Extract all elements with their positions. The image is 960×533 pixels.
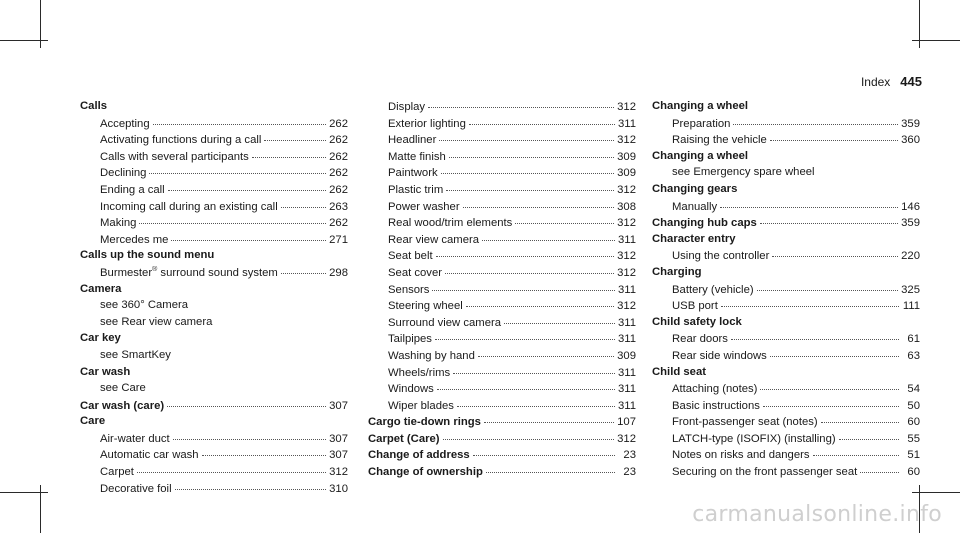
- page-ref: 54: [907, 383, 920, 396]
- page-ref: 325: [901, 283, 920, 296]
- page-ref: 61: [907, 333, 920, 346]
- index-subentry[interactable]: [368, 283, 636, 300]
- index-subentry[interactable]: [80, 349, 348, 366]
- page-ref: 23: [623, 449, 636, 462]
- page-ref: 307: [329, 399, 348, 412]
- entry-text: Raising the vehicle: [672, 134, 767, 147]
- entry-text: Carpet (Care): [368, 432, 440, 445]
- index-heading[interactable]: [80, 332, 348, 349]
- entry-text: Tailpipes: [388, 333, 432, 346]
- entry-text: Seat cover: [388, 266, 443, 279]
- entry-text: Real wood/trim elements: [388, 217, 513, 230]
- page-ref: 311: [617, 233, 636, 246]
- entry-text: Notes on risks and dangers: [672, 449, 810, 462]
- leader-dots: [167, 399, 326, 407]
- index-subentry[interactable]: [80, 299, 348, 316]
- entry-text: Preparation: [672, 117, 731, 130]
- index-subentry[interactable]: [652, 117, 920, 134]
- leader-dots: [813, 448, 899, 456]
- entry-text: Calls up the sound menu: [80, 249, 215, 262]
- page-ref: 311: [617, 366, 636, 379]
- index-heading[interactable]: [652, 183, 920, 200]
- index-subentry[interactable]: [368, 366, 636, 383]
- page-ref: 312: [617, 101, 636, 113]
- index-subentry[interactable]: [80, 216, 348, 233]
- leader-dots: [860, 465, 899, 473]
- page-ref: 312: [617, 432, 636, 445]
- leader-dots: [821, 415, 899, 423]
- index-column-1: [80, 100, 348, 498]
- page-ref: 360: [901, 134, 920, 147]
- index-subentry[interactable]: [80, 266, 348, 283]
- index-subentry[interactable]: [652, 448, 920, 465]
- index-heading[interactable]: [652, 150, 920, 167]
- entry-text: Character entry: [652, 232, 736, 245]
- index-subentry[interactable]: [80, 166, 348, 183]
- page-ref: 262: [329, 183, 348, 196]
- leader-dots: [484, 415, 614, 423]
- leader-dots: [153, 117, 327, 125]
- page-ref: 359: [901, 217, 920, 230]
- entry-text: Charging: [652, 265, 702, 278]
- index-subentry[interactable]: [80, 117, 348, 134]
- leader-dots: [733, 117, 898, 125]
- page-ref: 262: [329, 134, 348, 147]
- leader-dots: [457, 399, 615, 407]
- entry-text: Exterior lighting: [388, 117, 466, 130]
- entry-text: Burmester® surround sound system: [100, 266, 278, 279]
- entry-text: Changing a wheel: [652, 100, 749, 112]
- index-subentry[interactable]: [368, 166, 636, 183]
- entry-text: see 360° Camera: [100, 299, 189, 312]
- page-ref: 359: [901, 117, 920, 130]
- index-subentry[interactable]: [80, 382, 348, 399]
- entry-text: Child seat: [652, 365, 706, 378]
- page-header: [861, 74, 922, 89]
- entry-text: Calls: [80, 100, 108, 112]
- page-ref: 307: [329, 449, 348, 462]
- leader-dots: [839, 432, 899, 440]
- index-subentry[interactable]: [652, 133, 920, 150]
- entry-text: Securing on the front passenger seat: [672, 466, 858, 479]
- index-subentry[interactable]: [652, 249, 920, 266]
- entry-text: Change of address: [368, 449, 470, 462]
- page-ref: 23: [623, 466, 636, 479]
- entry-text: Windows: [388, 383, 434, 396]
- leader-dots: [463, 200, 615, 208]
- leader-dots: [731, 332, 899, 340]
- leader-dots: [473, 448, 615, 456]
- page-ref: 311: [617, 399, 636, 412]
- page-ref: 60: [907, 466, 920, 479]
- page-ref: 262: [329, 167, 348, 180]
- page-ref: 312: [617, 134, 636, 147]
- index-heading[interactable]: [652, 233, 920, 250]
- index-subentry[interactable]: [368, 150, 636, 167]
- index-subentry[interactable]: [652, 283, 920, 300]
- page-ref: 311: [617, 383, 636, 396]
- index-subentry[interactable]: [368, 349, 636, 366]
- entry-text: Changing gears: [652, 182, 738, 195]
- crop-mark: [0, 40, 48, 41]
- leader-dots: [168, 183, 326, 191]
- page-ref: 311: [617, 333, 636, 346]
- entry-text: Plastic trim: [388, 183, 444, 196]
- entry-text: Front-passenger seat (notes): [672, 416, 818, 429]
- page-ref: 312: [617, 217, 636, 230]
- page-ref: 107: [617, 416, 636, 429]
- entry-text: Car wash (care): [80, 399, 165, 412]
- leader-dots: [173, 432, 326, 440]
- page-ref: 271: [329, 233, 348, 246]
- leader-dots: [453, 366, 615, 374]
- page-ref: 55: [907, 432, 920, 445]
- page-ref: 262: [329, 217, 348, 230]
- entry-text: Headliner: [388, 134, 437, 147]
- index-column-3: [652, 100, 920, 482]
- index-subentry[interactable]: [368, 183, 636, 200]
- entry-text: Care: [80, 415, 106, 428]
- page-ref: 312: [617, 300, 636, 313]
- entry-text: Accepting: [100, 117, 150, 130]
- index-heading[interactable]: [652, 316, 920, 333]
- crop-mark: [0, 492, 48, 493]
- entry-text: Activating functions during a call: [100, 134, 262, 147]
- entry-text: Incoming call during an existing call: [100, 200, 278, 213]
- index-subentry[interactable]: [368, 117, 636, 134]
- page-ref: 262: [329, 117, 348, 130]
- entry-text: Washing by hand: [388, 349, 475, 362]
- leader-dots: [445, 266, 614, 274]
- index-subentry[interactable]: [652, 166, 920, 183]
- index-subentry[interactable]: [368, 249, 636, 266]
- index-column-2: [368, 100, 636, 482]
- entry-text: Mercedes me: [100, 233, 169, 246]
- page-ref: 312: [617, 250, 636, 263]
- page-ref: 50: [907, 399, 920, 412]
- entry-text: Wiper blades: [388, 399, 454, 412]
- page-ref: 311: [617, 117, 636, 130]
- leader-dots: [175, 482, 327, 490]
- index-heading[interactable]: [652, 266, 920, 283]
- leader-dots: [441, 166, 615, 174]
- leader-dots: [202, 448, 327, 456]
- page-ref: 309: [617, 150, 636, 163]
- index-heading[interactable]: [80, 399, 348, 416]
- watermark: carmanualsonline.info: [692, 502, 942, 527]
- index-subentry[interactable]: [652, 299, 920, 316]
- leader-dots: [478, 349, 614, 357]
- entry-text: Using the controller: [672, 250, 770, 263]
- entry-text: Calls with several participants: [100, 150, 249, 163]
- page-ref: 310: [329, 482, 348, 495]
- leader-dots: [720, 200, 898, 208]
- page-ref: 312: [617, 266, 636, 279]
- leader-dots: [443, 432, 615, 440]
- entry-text: LATCH-type (ISOFIX) (installing): [672, 432, 836, 445]
- leader-dots: [428, 100, 614, 108]
- page-ref: 298: [329, 266, 348, 279]
- index-subentry[interactable]: [368, 316, 636, 333]
- leader-dots: [435, 332, 615, 340]
- entry-text: Sensors: [388, 283, 430, 296]
- entry-text: Manually: [672, 200, 718, 213]
- leader-dots: [760, 216, 898, 224]
- index-subentry[interactable]: [368, 100, 636, 117]
- leader-dots: [446, 183, 614, 191]
- page-ref: 51: [907, 449, 920, 462]
- entry-text: Matte finish: [388, 150, 446, 163]
- index-heading[interactable]: [368, 448, 636, 465]
- leader-dots: [486, 465, 615, 473]
- entry-text: Making: [100, 217, 137, 230]
- entry-text: Seat belt: [388, 250, 433, 263]
- page-ref: 309: [617, 167, 636, 180]
- leader-dots: [281, 200, 326, 208]
- entry-text: Child safety lock: [652, 315, 742, 328]
- index-subentry[interactable]: [80, 200, 348, 217]
- leader-dots: [515, 216, 614, 224]
- index-subentry[interactable]: [80, 150, 348, 167]
- leader-dots: [437, 382, 615, 390]
- crop-mark: [912, 492, 960, 493]
- leader-dots: [139, 216, 326, 224]
- entry-text: Car wash: [80, 365, 131, 378]
- index-subentry[interactable]: [652, 399, 920, 416]
- leader-dots: [770, 133, 898, 141]
- page-ref: 60: [907, 416, 920, 429]
- leader-dots: [482, 233, 615, 241]
- index-subentry[interactable]: [80, 432, 348, 449]
- entry-text: Car key: [80, 332, 121, 345]
- leader-dots: [504, 316, 615, 324]
- index-subentry[interactable]: [80, 133, 348, 150]
- entry-text: Declining: [100, 167, 147, 180]
- entry-text: Steering wheel: [388, 300, 463, 313]
- leader-dots: [436, 249, 615, 257]
- index-heading[interactable]: [652, 366, 920, 383]
- index-subentry[interactable]: [80, 465, 348, 482]
- leader-dots: [760, 382, 899, 390]
- leader-dots: [137, 465, 326, 473]
- page-ref: 312: [617, 183, 636, 196]
- index-subentry[interactable]: [80, 183, 348, 200]
- page-ref: 146: [901, 200, 920, 213]
- entry-text: Camera: [80, 282, 122, 295]
- leader-dots: [439, 133, 614, 141]
- index-subentry[interactable]: [652, 465, 920, 482]
- entry-text: Decorative foil: [100, 482, 172, 495]
- entry-text: Wheels/rims: [388, 366, 451, 379]
- index-subentry[interactable]: [652, 349, 920, 366]
- leader-dots: [721, 299, 899, 307]
- entry-text: Automatic car wash: [100, 449, 199, 462]
- entry-text: Cargo tie-down rings: [368, 416, 481, 429]
- index-subentry[interactable]: [368, 399, 636, 416]
- entry-text: Display: [388, 101, 426, 113]
- page-ref: 308: [617, 200, 636, 213]
- entry-text: see SmartKey: [100, 348, 171, 361]
- index-subentry[interactable]: [368, 266, 636, 283]
- entry-text: Paintwork: [388, 167, 438, 180]
- index-subentry[interactable]: [368, 233, 636, 250]
- entry-text: Basic instructions: [672, 399, 760, 412]
- page-ref: 263: [329, 200, 348, 213]
- index-heading[interactable]: [80, 249, 348, 266]
- index-heading[interactable]: [652, 216, 920, 233]
- entry-text: Changing a wheel: [652, 149, 749, 162]
- index-subentry[interactable]: [652, 382, 920, 399]
- index-subentry[interactable]: [368, 133, 636, 150]
- index-subentry[interactable]: [368, 299, 636, 316]
- index-subentry[interactable]: [368, 382, 636, 399]
- entry-text: Changing hub caps: [652, 217, 757, 230]
- page-ref: 262: [329, 150, 348, 163]
- entry-text: Power washer: [388, 200, 460, 213]
- entry-text: Attaching (notes): [672, 383, 758, 396]
- page-number: 445: [900, 74, 922, 89]
- index-subentry[interactable]: [652, 432, 920, 449]
- leader-dots: [763, 399, 899, 407]
- index-heading[interactable]: [80, 283, 348, 300]
- index-subentry[interactable]: [652, 332, 920, 349]
- leader-dots: [171, 233, 326, 241]
- page-ref: 220: [901, 250, 920, 263]
- entry-text: USB port: [672, 300, 718, 313]
- crop-mark: [912, 40, 960, 41]
- entry-text: Battery (vehicle): [672, 283, 754, 296]
- index-heading[interactable]: [368, 432, 636, 449]
- page-ref: 312: [329, 466, 348, 479]
- entry-text: see Care: [100, 382, 146, 395]
- leader-dots: [466, 299, 614, 307]
- index-subentry[interactable]: [80, 448, 348, 465]
- page-ref: 309: [617, 349, 636, 362]
- leader-dots: [252, 150, 326, 158]
- entry-text: Carpet: [100, 466, 134, 479]
- leader-dots: [757, 283, 899, 291]
- section-title: Index: [860, 75, 891, 89]
- leader-dots: [772, 249, 898, 257]
- index-heading[interactable]: [368, 415, 636, 432]
- index-heading[interactable]: [80, 415, 348, 432]
- entry-text: see Emergency spare wheel: [672, 166, 815, 179]
- leader-dots: [432, 283, 615, 291]
- index-subentry[interactable]: [652, 415, 920, 432]
- index-heading[interactable]: [80, 366, 348, 383]
- entry-text: Change of ownership: [368, 466, 483, 479]
- index-subentry[interactable]: [80, 233, 348, 250]
- entry-text: see Rear view camera: [100, 315, 213, 328]
- index-heading[interactable]: [368, 465, 636, 482]
- page-ref: 311: [617, 316, 636, 329]
- entry-text: Rear side windows: [672, 349, 767, 362]
- entry-text: Rear view camera: [388, 233, 480, 246]
- page-ref: 111: [902, 300, 920, 313]
- leader-dots: [264, 133, 326, 141]
- page-ref: 311: [617, 283, 636, 296]
- index-subentry[interactable]: [368, 332, 636, 349]
- index-subentry[interactable]: [652, 200, 920, 217]
- index-heading[interactable]: [80, 100, 348, 117]
- page-ref: 307: [329, 432, 348, 445]
- index-subentry[interactable]: [368, 200, 636, 217]
- entry-text: Surround view camera: [388, 316, 502, 329]
- leader-dots: [281, 266, 326, 274]
- index-subentry[interactable]: [80, 482, 348, 499]
- leader-dots: [469, 117, 615, 125]
- index-heading[interactable]: [652, 100, 920, 117]
- page-ref: 63: [907, 349, 920, 362]
- index-subentry[interactable]: [368, 216, 636, 233]
- entry-text: Air-water duct: [100, 432, 170, 445]
- entry-text: Ending a call: [100, 183, 165, 196]
- leader-dots: [770, 349, 899, 357]
- index-subentry[interactable]: [80, 316, 348, 333]
- entry-text: Rear doors: [672, 333, 728, 346]
- leader-dots: [149, 166, 326, 174]
- leader-dots: [449, 150, 614, 158]
